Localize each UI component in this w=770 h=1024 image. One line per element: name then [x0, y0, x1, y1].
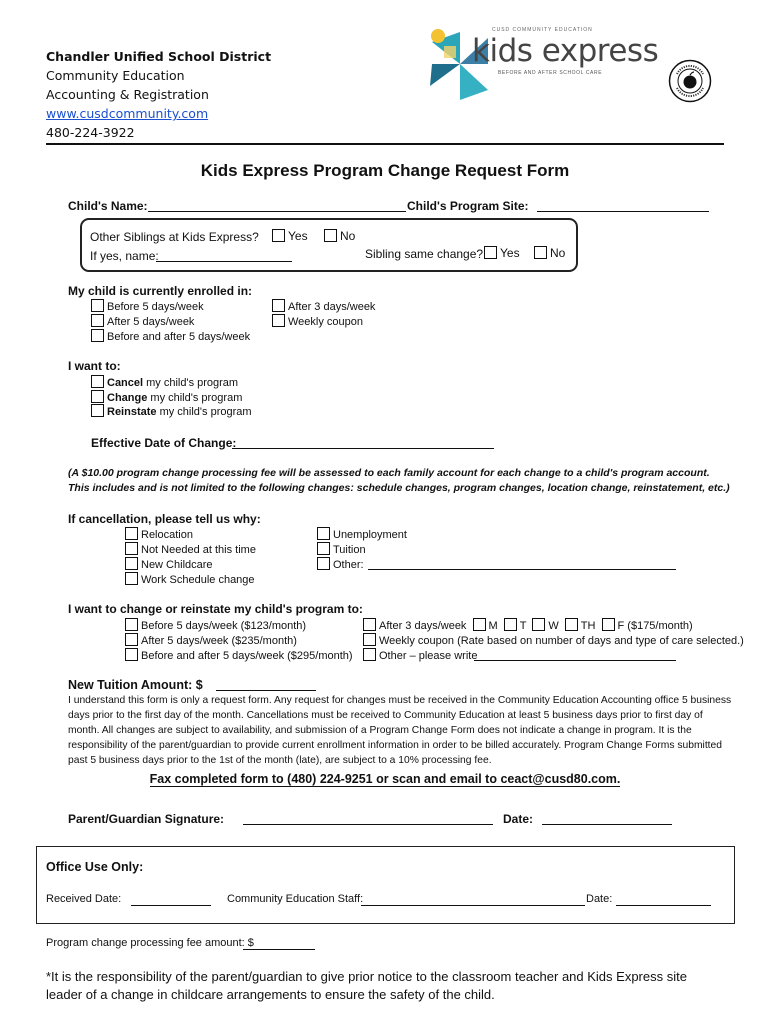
- reinstate-heading: I want to change or reinstate my child's program to:: [68, 602, 363, 616]
- office-name: Accounting & Registration: [46, 87, 209, 102]
- sibling-same-no-checkbox[interactable]: [534, 246, 547, 259]
- dept-name: Community Education: [46, 68, 185, 83]
- other-write-field[interactable]: [474, 648, 676, 661]
- staff-label: Community Education Staff:: [227, 893, 364, 905]
- siblings-question: Other Siblings at Kids Express?: [90, 230, 259, 244]
- sibling-same-label: Sibling same change?: [365, 247, 484, 261]
- website-link[interactable]: www.cusdcommunity.com: [46, 106, 209, 121]
- enrolled-option[interactable]: Weekly coupon: [272, 314, 363, 328]
- fee-amount-field[interactable]: [243, 937, 315, 950]
- enrolled-heading: My child is currently enrolled in:: [68, 284, 253, 298]
- new-tuition-label: New Tuition Amount: $: [68, 678, 203, 692]
- header-divider: [46, 143, 724, 145]
- phone-number: 480-224-3922: [46, 125, 135, 140]
- siblings-no-label: No: [340, 229, 356, 243]
- cancel-reason[interactable]: Work Schedule change: [125, 572, 255, 586]
- siblings-no[interactable]: [324, 229, 355, 243]
- want-heading: I want to:: [68, 359, 121, 373]
- reinstate-option[interactable]: Before 5 days/week ($123/month): [125, 618, 306, 632]
- fee-note: (A $10.00 program change processing fee will be assessed to each family account for each change to a child's program account. This includes and is not limited to the following changes: schedule changes, program changes, location change, reinstatement, etc.): [68, 467, 730, 494]
- other-write-option[interactable]: Other – please write: [363, 648, 477, 662]
- office-date-label: Date:: [586, 893, 613, 905]
- office-use-box: [36, 846, 735, 924]
- child-name-label: Child's Name:: [68, 199, 148, 213]
- if-yes-label: If yes, name:: [90, 249, 159, 263]
- logo-wordmark: kids express: [472, 33, 659, 69]
- siblings-yes[interactable]: [272, 229, 308, 243]
- sibling-same-yes[interactable]: [484, 246, 520, 260]
- effective-date-label: Effective Date of Change:: [91, 436, 237, 450]
- kids-express-logo: [422, 24, 659, 108]
- new-tuition-field[interactable]: [216, 678, 316, 691]
- siblings-box: [80, 218, 578, 272]
- cancel-other-field[interactable]: [368, 557, 676, 570]
- signature-field[interactable]: [243, 812, 493, 825]
- policy-text: I understand this form is only a request form. Any request for changes must be received in the Community Education Accounting office 5 business days prior to the first day of the month. Cancellations must be received to Community Education at least 5 business days prior to first day of month. All changes are subject to availability, and submission of a Program Change Form does not indicate a change in program. It is the responsibility of the parent/guardian to provide current enrollment information in order to be billed accurately. Program Change Forms submitted past 5 business days prior to the 1st of the month (late), are subject to a 10% processing fee.: [68, 695, 732, 766]
- reinstate-option[interactable]: After 5 days/week ($235/month): [125, 633, 297, 647]
- effective-date-field[interactable]: [232, 436, 494, 449]
- enrolled-option[interactable]: After 3 days/week: [272, 299, 375, 313]
- received-date-label: Received Date:: [46, 893, 122, 905]
- program-site-field[interactable]: [537, 199, 709, 212]
- enrolled-option[interactable]: Before and after 5 days/week: [91, 329, 250, 343]
- child-name-field[interactable]: [148, 199, 406, 212]
- siblings-yes-checkbox[interactable]: [272, 229, 285, 242]
- signature-date-label: Date:: [503, 812, 534, 826]
- want-option-change[interactable]: Change my child's program: [91, 390, 242, 404]
- signature-label: Parent/Guardian Signature:: [68, 812, 225, 826]
- siblings-yes-label: Yes: [288, 229, 308, 243]
- staff-field[interactable]: [361, 893, 585, 906]
- district-seal: [668, 59, 712, 103]
- enrolled-option[interactable]: After 5 days/week: [91, 314, 194, 328]
- footer-note: *It is the responsibility of the parent/guardian to give prior notice to the classroom teacher and Kids Express site leader of a change in childcare arrangements to ensure the safety of the child.: [46, 969, 687, 1002]
- office-use-title: Office Use Only:: [46, 860, 144, 874]
- cancel-reason[interactable]: Unemployment: [317, 527, 407, 541]
- want-option-cancel[interactable]: Cancel my child's program: [91, 375, 238, 389]
- program-site-label: Child's Program Site:: [407, 199, 529, 213]
- form-title: Kids Express Program Change Request Form: [200, 161, 570, 180]
- cancel-reason[interactable]: Tuition: [317, 542, 366, 556]
- sibling-same-no[interactable]: [534, 246, 565, 260]
- logo-small-text: CUSD COMMUNITY EDUCATION: [492, 27, 593, 33]
- signature-date-field[interactable]: [542, 812, 672, 825]
- fax-instructions: Fax completed form to (480) 224-9251 or scan and email to ceact@cusd80.com.: [149, 772, 621, 786]
- sibling-same-yes-label: Yes: [500, 246, 520, 260]
- cancel-reason[interactable]: Not Needed at this time: [125, 542, 256, 556]
- office-date-field[interactable]: [616, 893, 711, 906]
- received-date-field[interactable]: [131, 893, 211, 906]
- org-name: Chandler Unified School District: [46, 49, 272, 64]
- cancel-heading: If cancellation, please tell us why:: [68, 512, 261, 526]
- fee-amount-label: Program change processing fee amount: $: [46, 937, 254, 949]
- want-option-reinstate[interactable]: Reinstate my child's program: [91, 404, 252, 418]
- sibling-same-yes-checkbox[interactable]: [484, 246, 497, 259]
- cancel-reason[interactable]: New Childcare: [125, 557, 213, 571]
- enrolled-option[interactable]: Before 5 days/week: [91, 299, 204, 313]
- siblings-no-checkbox[interactable]: [324, 229, 337, 242]
- sibling-same-no-label: No: [550, 246, 566, 260]
- logo-tagline: BEFORE AND AFTER SCHOOL CARE: [498, 70, 603, 76]
- after3-row[interactable]: After 3 days/week M T W TH F ($175/month): [363, 618, 693, 632]
- sibling-name-field[interactable]: [156, 249, 292, 262]
- cancel-reason[interactable]: Relocation: [125, 527, 193, 541]
- reinstate-option[interactable]: Before and after 5 days/week ($295/month): [125, 648, 353, 662]
- weekly-coupon-option[interactable]: Weekly coupon (Rate based on number of days and type of care selected.): [363, 633, 744, 647]
- cancel-reason-other[interactable]: Other:: [317, 557, 364, 571]
